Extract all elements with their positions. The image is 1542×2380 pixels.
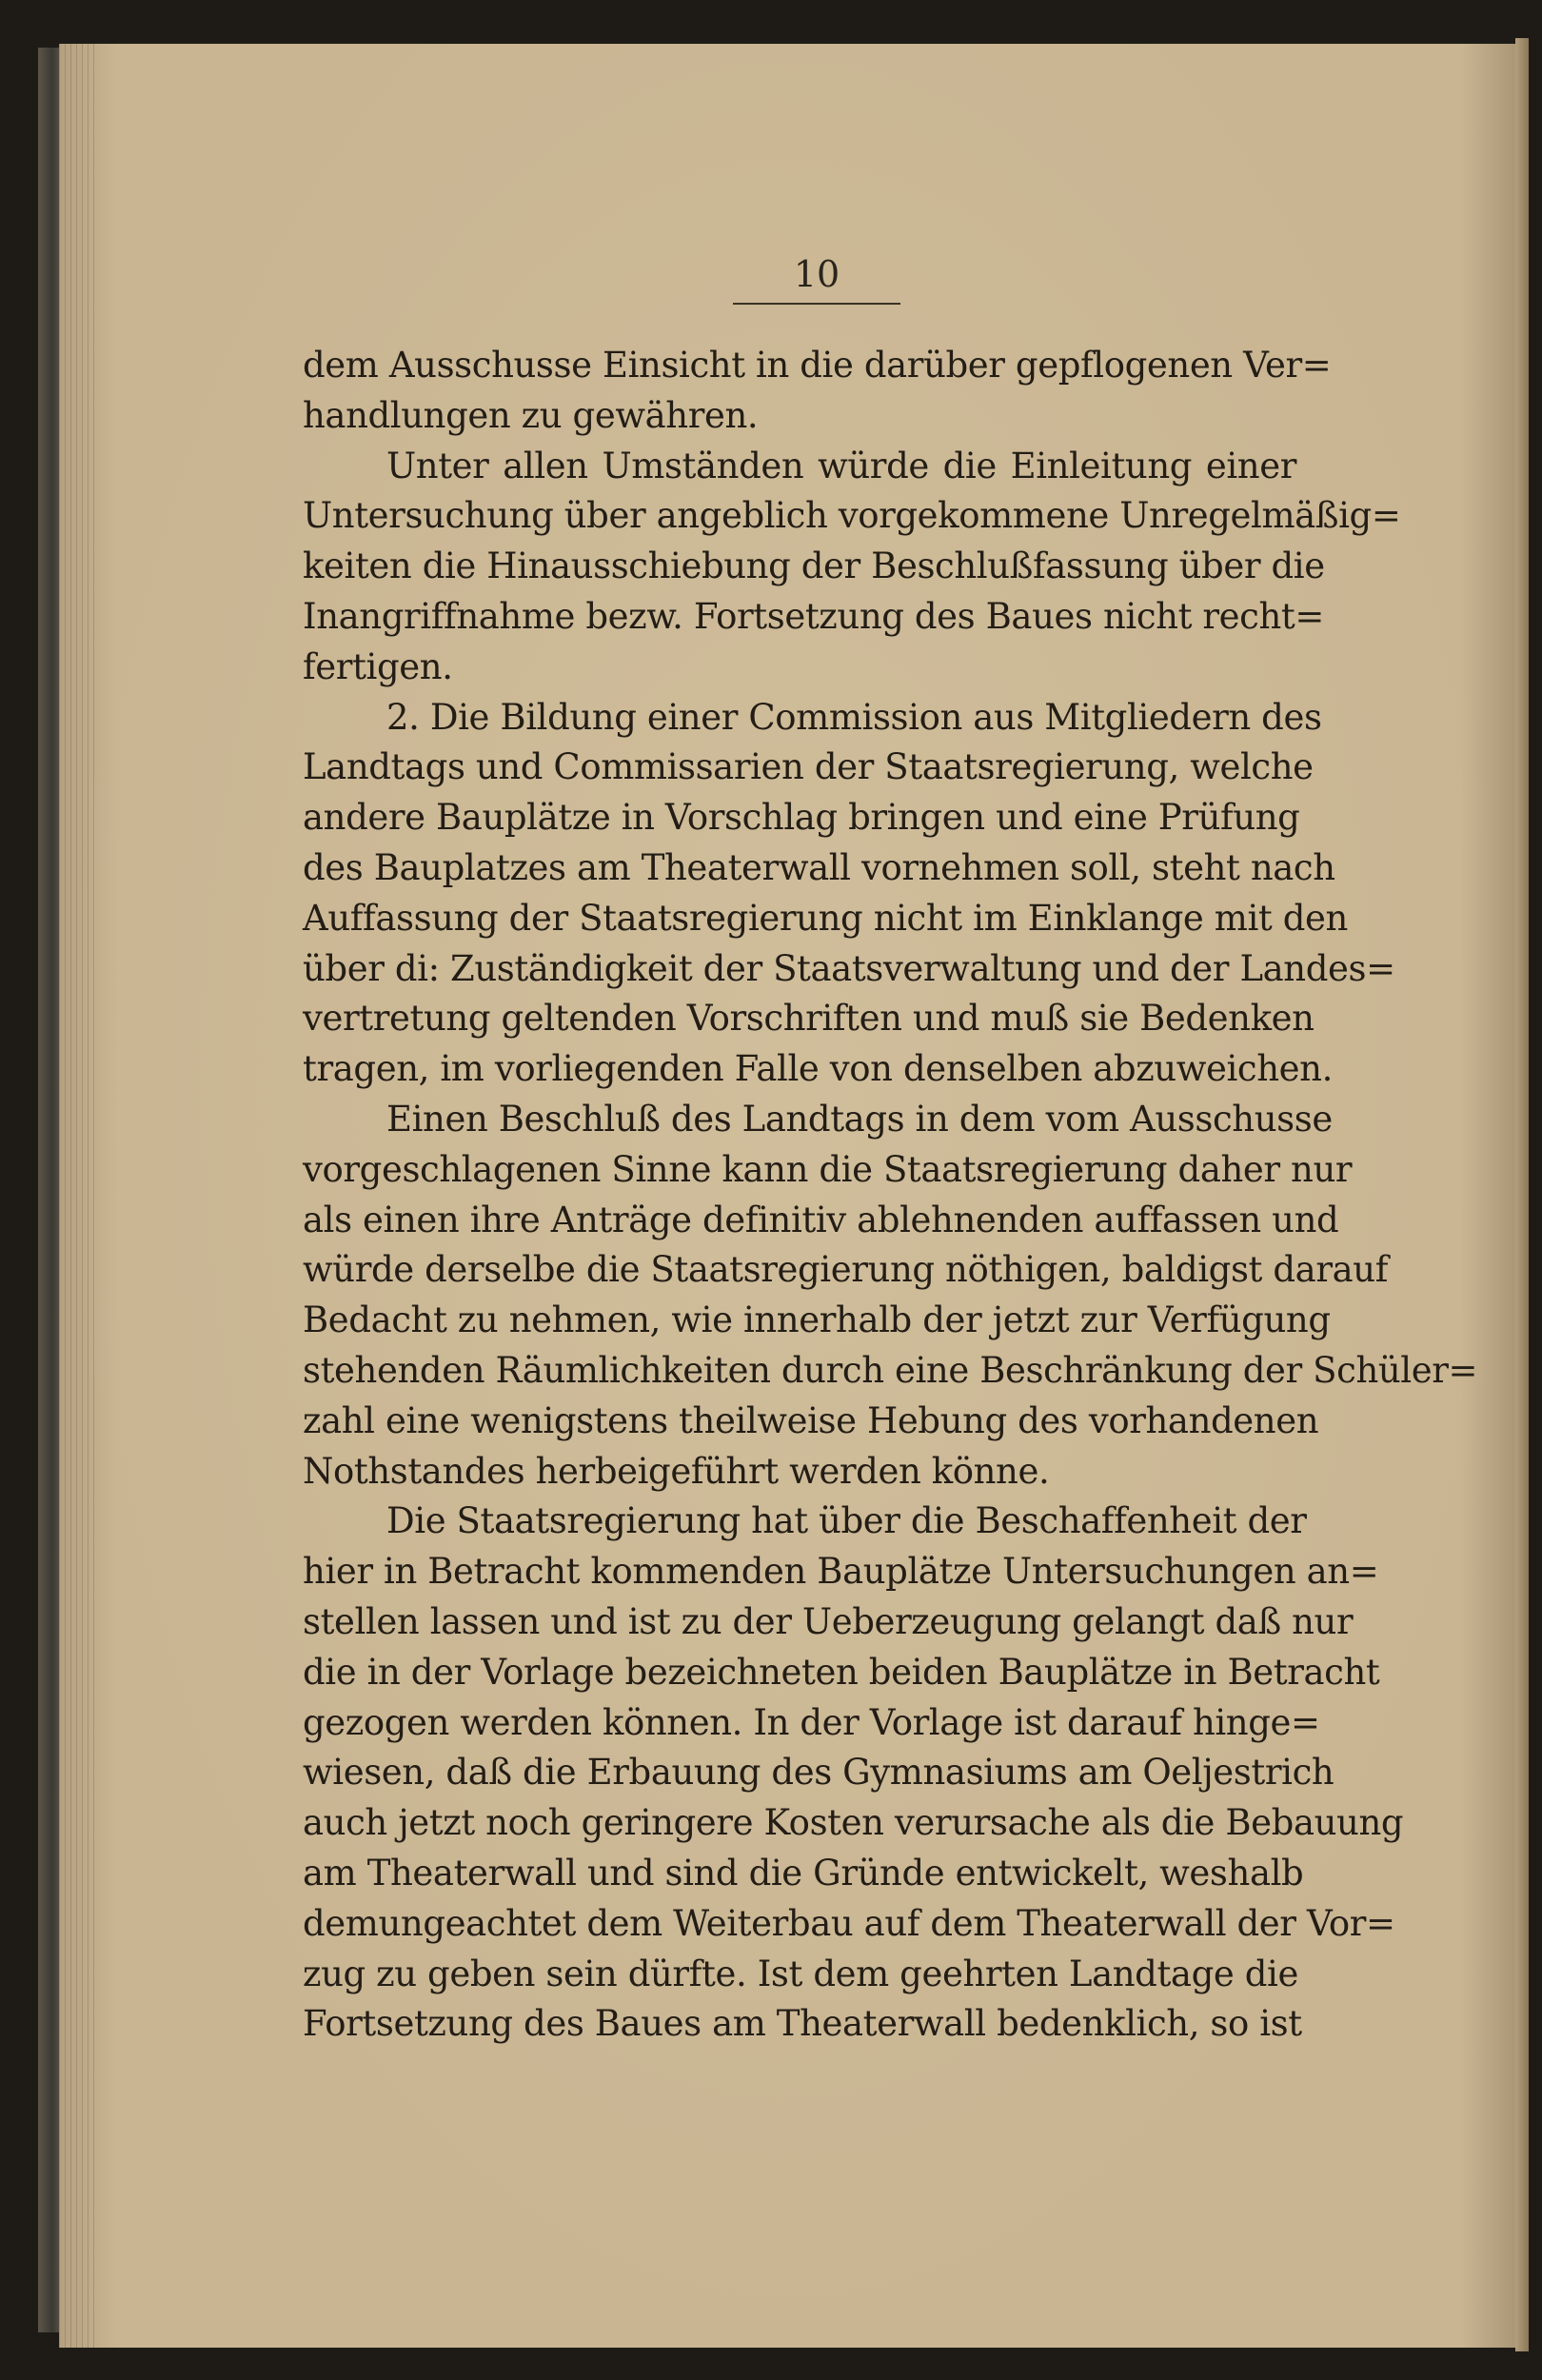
text-line: Nothstandes herbeigeführt werden könne. bbox=[303, 1450, 1050, 1492]
page-number: 10 bbox=[793, 253, 840, 295]
text-line: über di: Zuständigkeit der Staatsverwaltung und der Landes= bbox=[303, 947, 1395, 989]
body-text bbox=[303, 341, 1478, 2050]
text-line: am Theaterwall und sind die Gründe entwickelt, weshalb bbox=[303, 1852, 1304, 1894]
text-line: hier in Betracht kommenden Bauplätze Untersuchungen an= bbox=[303, 1551, 1379, 1593]
text-line: zahl eine wenigstens theilweise Hebung des vorhandenen bbox=[303, 1399, 1319, 1441]
text-line: Auffassung der Staatsregierung nicht im Einklange mit den bbox=[303, 897, 1348, 939]
text-line: auch jetzt noch geringere Kosten verursache als die Bebauung bbox=[303, 1802, 1404, 1844]
text-line: als einen ihre Anträge definitiv ablehnenden auffassen und bbox=[303, 1199, 1339, 1240]
text-line: handlungen zu gewähren. bbox=[303, 394, 759, 436]
text-line: Unter allen Umständen würde die Einleitung einer bbox=[386, 445, 1296, 486]
page-gutter bbox=[59, 44, 97, 2348]
text-line: des Bauplatzes am Theaterwall vornehmen soll, steht nach bbox=[303, 846, 1335, 888]
text-line: wiesen, daß die Erbauung des Gymnasiums am Oeljestrich bbox=[303, 1752, 1334, 1794]
text-line: die in der Vorlage bezeichneten beiden Bauplätze in Betracht bbox=[303, 1651, 1380, 1693]
text-line: keiten die Hinausschiebung der Beschlußfassung über die bbox=[303, 545, 1325, 587]
text-line: tragen, im vorliegenden Falle von denselben abzuweichen. bbox=[303, 1048, 1333, 1090]
text-line: Inangriffnahme bezw. Fortsetzung des Baues nicht recht= bbox=[303, 595, 1325, 637]
text-line: Landtags und Commissarien der Staatsregierung, welche bbox=[303, 746, 1314, 788]
text-line: andere Bauplätze in Vorschlag bringen und eine Prüfung bbox=[303, 797, 1300, 839]
text-line: vertretung geltenden Vorschriften und muß sie Bedenken bbox=[303, 998, 1315, 1040]
text-line: Bedacht zu nehmen, wie innerhalb der jetzt zur Verfügung bbox=[303, 1299, 1331, 1341]
text-line: Einen Beschluß des Landtags in dem vom Ausschusse bbox=[386, 1098, 1333, 1140]
text-line: Fortsetzung des Baues am Theaterwall bedenklich, so ist bbox=[303, 2003, 1302, 2045]
text-line: vorgeschlagenen Sinne kann die Staatsregierung daher nur bbox=[303, 1148, 1353, 1190]
text-line: Untersuchung über angeblich vorgekommene Unregelmäßig= bbox=[303, 495, 1401, 537]
header-rule bbox=[733, 303, 900, 305]
text-line: dem Ausschusse Einsicht in die darüber gepflogenen Ver= bbox=[303, 345, 1332, 386]
text-line: 2. Die Bildung einer Commission aus Mitgliedern des bbox=[386, 696, 1322, 738]
text-line: zug zu geben sein dürfte. Ist dem geehrten Landtage die bbox=[303, 1953, 1298, 1994]
text-line: stellen lassen und ist zu der Ueberzeugung gelangt daß nur bbox=[303, 1600, 1354, 1642]
text-line: Die Staatsregierung hat über die Beschaffenheit der bbox=[386, 1500, 1307, 1542]
text-line: würde derselbe die Staatsregierung nöthigen, baldigst darauf bbox=[303, 1249, 1389, 1291]
text-line: fertigen. bbox=[303, 645, 453, 687]
text-line: gezogen werden können. In der Vorlage ist darauf hinge= bbox=[303, 1701, 1320, 1743]
text-line: stehenden Räumlichkeiten durch eine Beschränkung der Schüler= bbox=[303, 1349, 1478, 1391]
text-line: demungeachtet dem Weiterbau auf dem Theaterwall der Vor= bbox=[303, 1902, 1395, 1944]
page-edge bbox=[1515, 38, 1529, 2351]
